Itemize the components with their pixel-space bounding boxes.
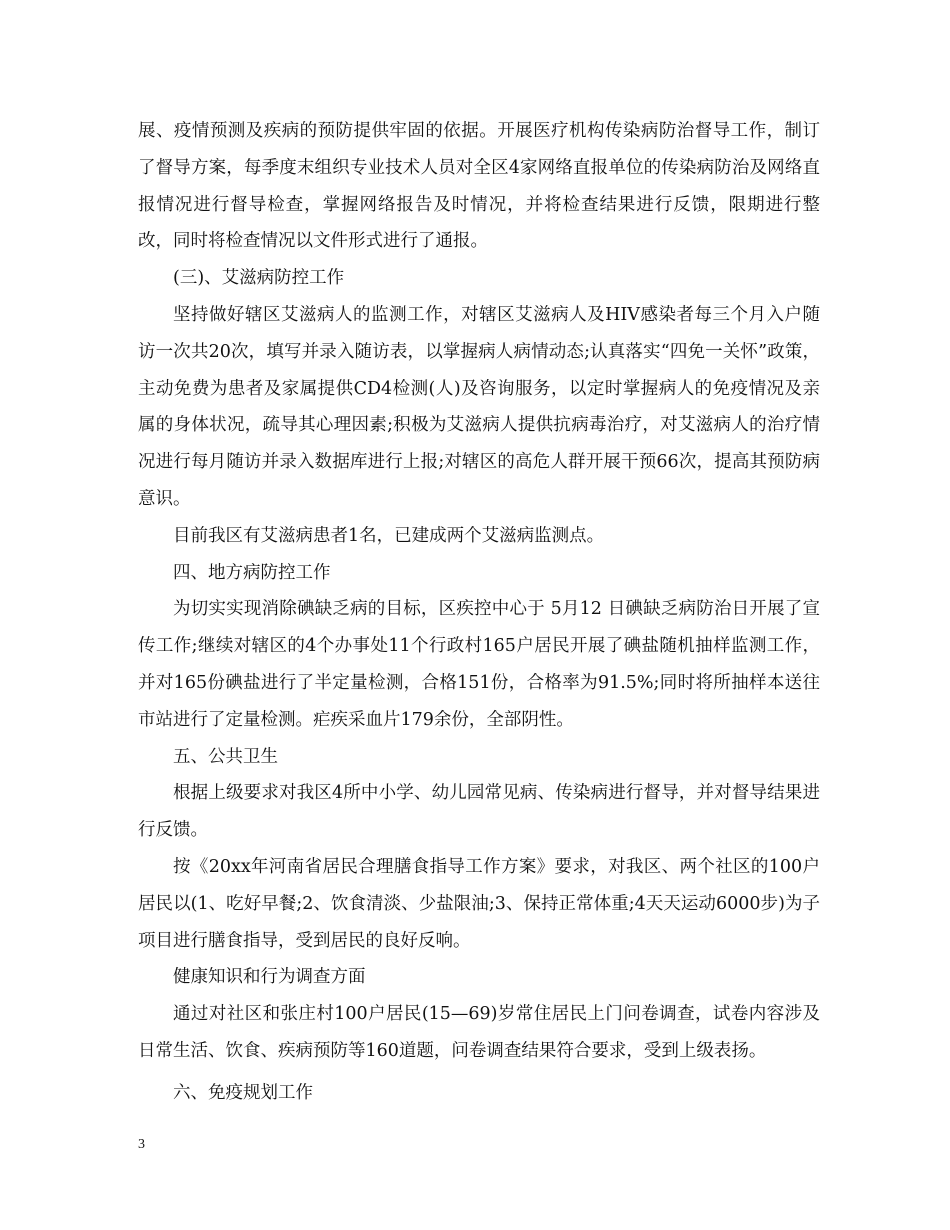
paragraph-aids-monitoring: 坚持做好辖区艾滋病人的监测工作，对辖区艾滋病人及HIV感染者每三个月入户随访一次共20次，填写并录入随访表，以掌握病人病情动态;认真落实“四免一关怀”政策，主动免费为患者及家属提供CD4检测(人)及咨询服务，以定时掌握病人的免疫情况及亲属的身体状况，疏导其心理因素;积极为艾滋病人提供抗病毒治疗，对艾滋病人的治疗情况进行每月随访并录入数据库进行上报;对辖区的高危人群开展干预66次，提高其预防病意识。: [138, 304, 820, 509]
page-number: 3: [138, 1137, 145, 1152]
paragraph-endemic: 为切实实现消除碘缺乏病的目标，区疾控中心于 5月12 日碘缺乏病防治日开展了宣传工作;继续对辖区的4个办事处11个行政村165户居民开展了碘盐随机抽样监测工作，并对165份碘盐进行了半定量检测，合格151份，合格率为91.5%;同时将所抽样本送往市站进行了定量检测。疟疾采血片179余份，全部阴性。: [138, 599, 820, 730]
section-heading-aids: (三)、艾滋病防控工作: [173, 268, 345, 289]
section-heading-public-health: 五、公共卫生: [173, 746, 278, 767]
paragraph-aids-status: 目前我区有艾滋病患者1名，已建成两个艾滋病监测点。: [173, 525, 605, 546]
paragraph-school-supervision: 根据上级要求对我区4所中小学、幼儿园常见病、传染病进行督导，并对督导结果进行反馈。: [138, 783, 820, 841]
paragraph-continuation: 展、疫情预测及疾病的预防提供牢固的依据。开展医疗机构传染病防治督导工作，制订了督导方案，每季度末组织专业技术人员对全区4家网络直报单位的传染病防治及网络直报情况进行督导检查，掌握网络报告及时情况，并将检查结果进行反馈，限期进行整改，同时将检查情况以文件形式进行了通报。: [138, 121, 820, 252]
section-heading-endemic: 四、地方病防控工作: [173, 562, 331, 583]
subheading-health-survey: 健康知识和行为调查方面: [173, 967, 366, 988]
document-body: [138, 113, 820, 1112]
paragraph-diet-guidance: 按《20xx年河南省居民合理膳食指导工作方案》要求，对我区、两个社区的100户居民以(1、吃好早餐;2、饮食清淡、少盐限油;3、保持正常体重;4天天运动6000步)为子项目进行膳食指导，受到居民的良好反响。: [138, 856, 820, 951]
section-heading-immunization: 六、免疫规划工作: [173, 1082, 313, 1103]
paragraph-health-survey: 通过对社区和张庄村100户居民(15—69)岁常住居民上门问卷调查，试卷内容涉及日常生活、饮食、疾病预防等160道题，问卷调查结果符合要求，受到上级表扬。: [138, 1004, 820, 1061]
